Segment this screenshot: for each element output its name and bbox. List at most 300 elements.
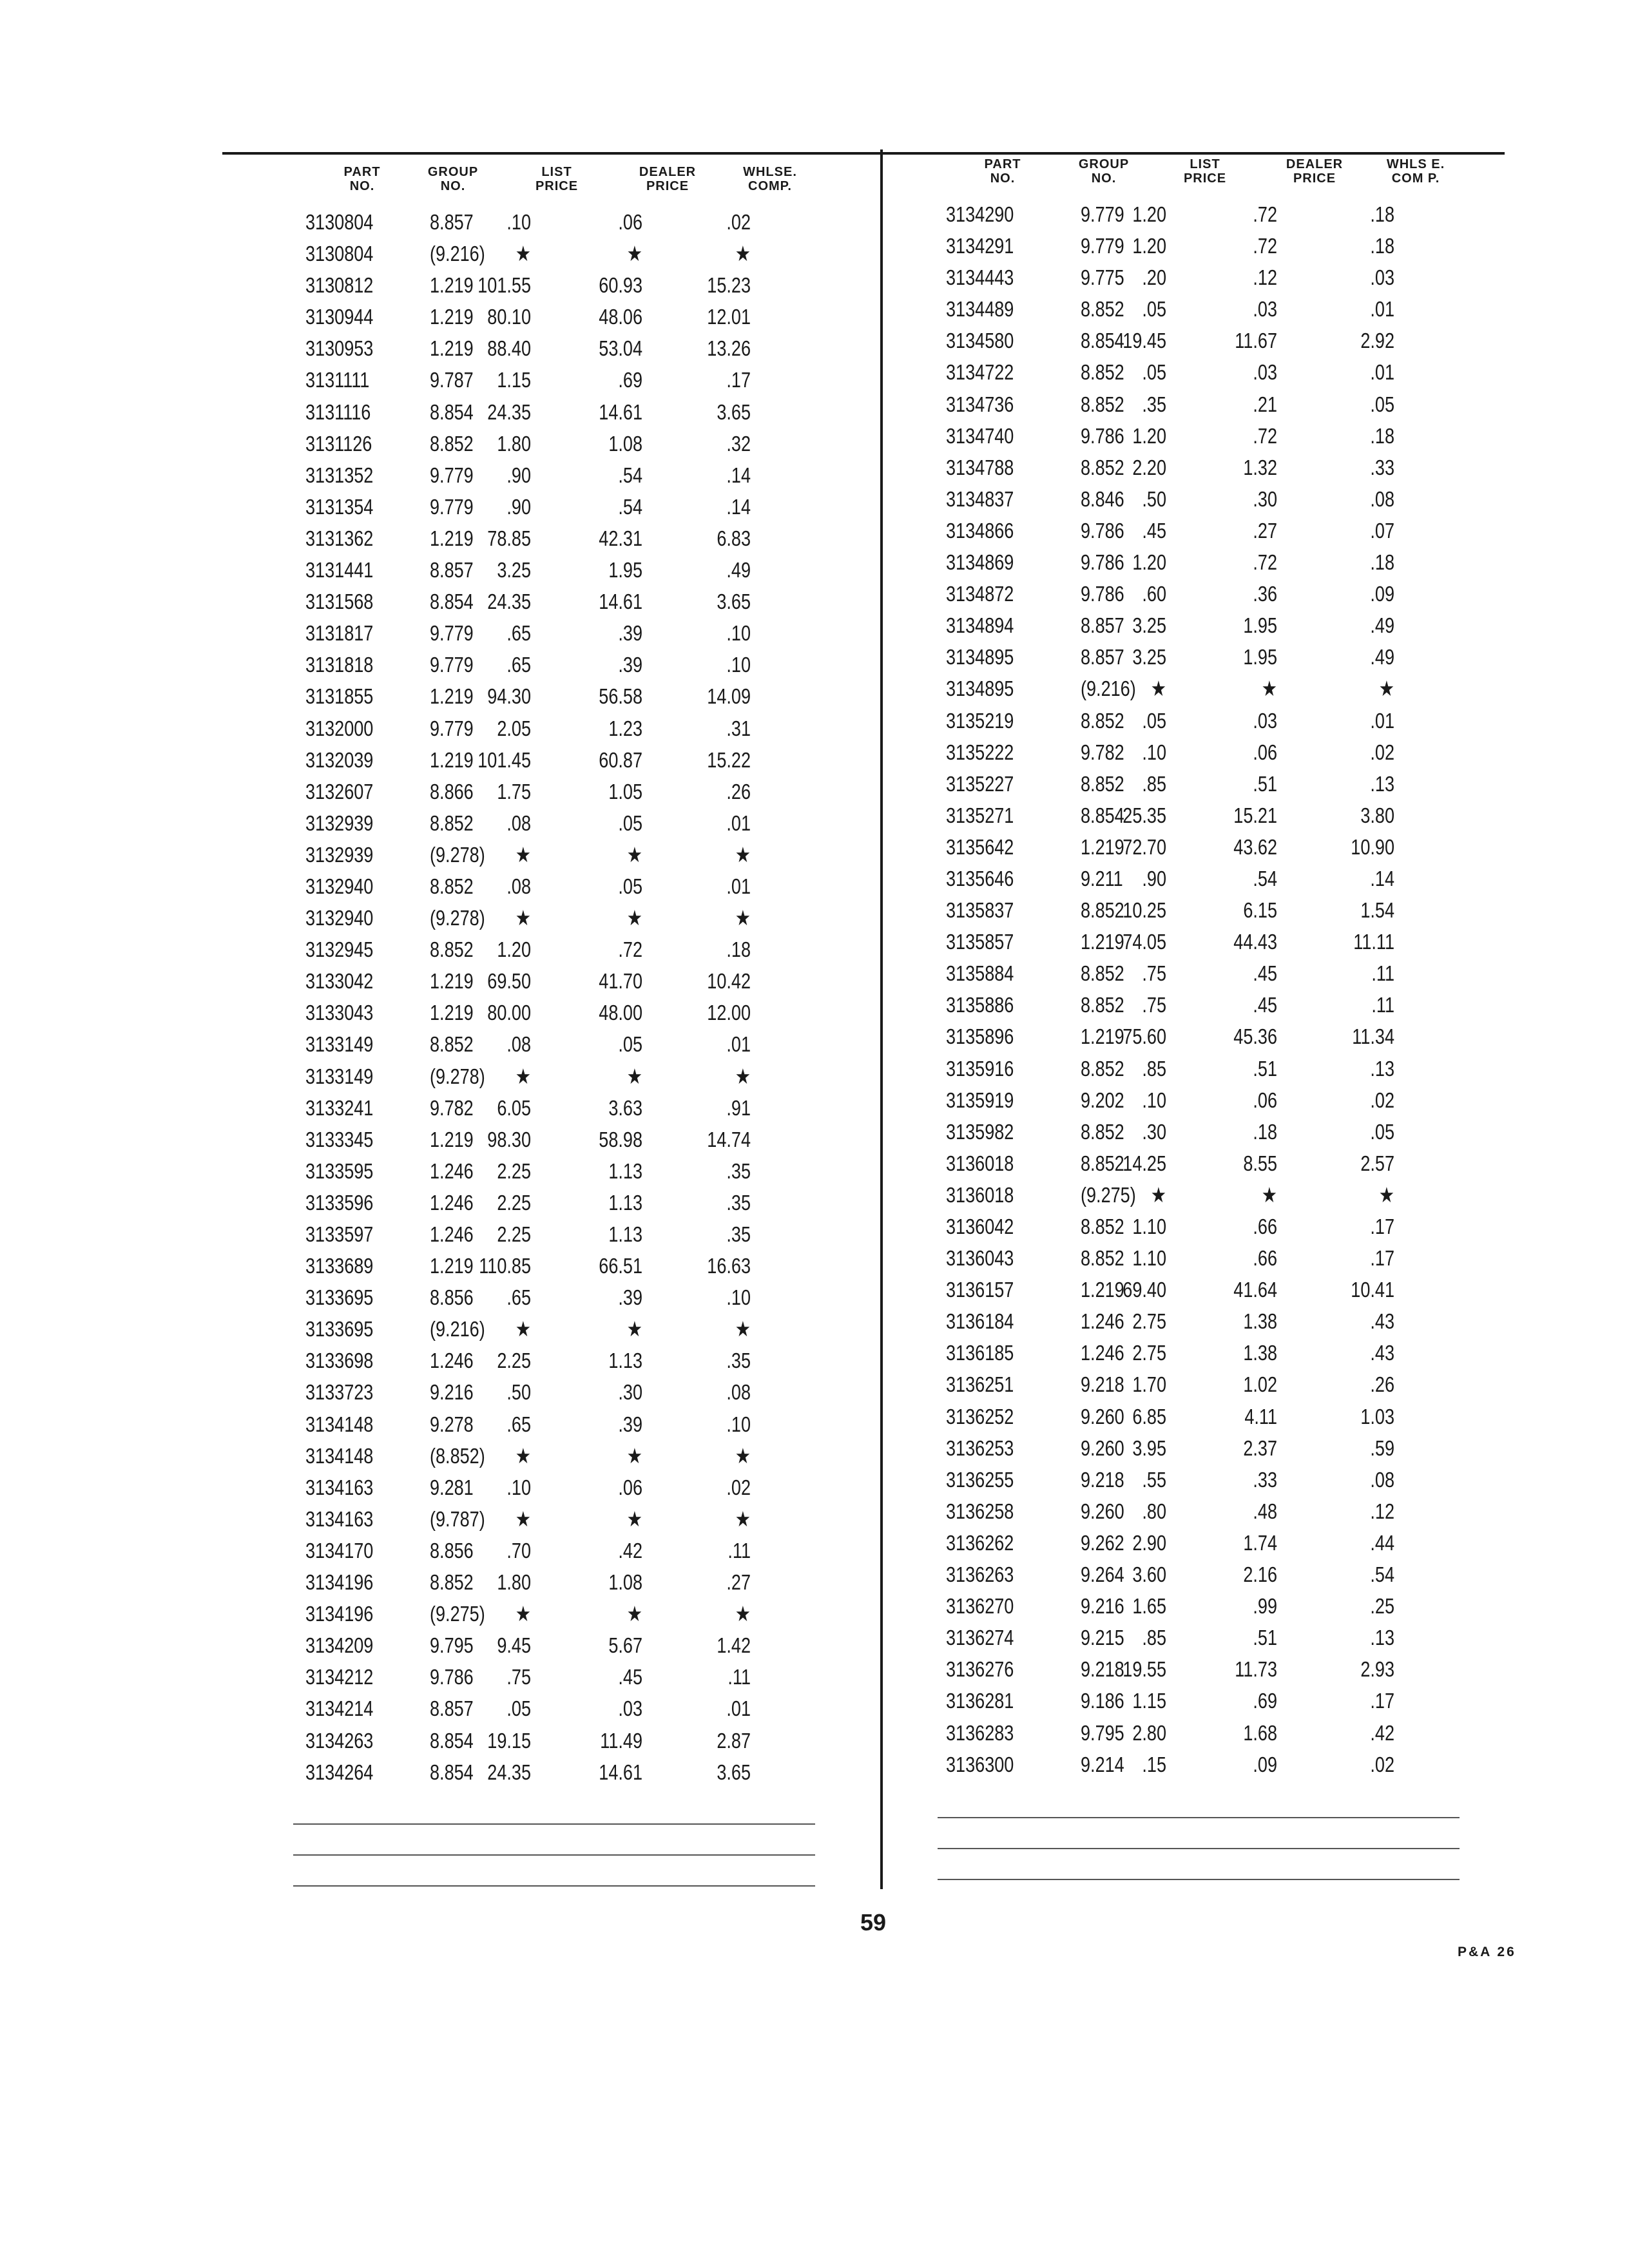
part-no: 3134148 bbox=[305, 1412, 374, 1436]
table-row bbox=[915, 641, 1495, 673]
dealer-price: 41.64 bbox=[1233, 1278, 1277, 1302]
header-whlse-comp: WHLS E. COM P. bbox=[1386, 157, 1445, 186]
whlse-comp: ★ bbox=[735, 842, 751, 867]
part-no: 3134869 bbox=[946, 550, 1014, 575]
whlse-comp: .01 bbox=[1370, 297, 1394, 322]
part-no: 3131817 bbox=[305, 621, 374, 646]
part-no: 3134722 bbox=[946, 360, 1014, 385]
right-rows bbox=[915, 198, 1495, 1780]
part-no: 3134263 bbox=[305, 1728, 374, 1753]
whlse-comp: ★ bbox=[735, 906, 751, 930]
whlse-comp: .17 bbox=[1370, 1689, 1394, 1713]
dealer-price: .03 bbox=[618, 1696, 642, 1721]
part-no: 3136281 bbox=[946, 1689, 1014, 1713]
table-row bbox=[271, 396, 851, 428]
group-no: 8.852 bbox=[1081, 1246, 1124, 1271]
part-no: 3134212 bbox=[305, 1665, 374, 1689]
list-price: .85 bbox=[1142, 1056, 1166, 1081]
footer-code: P&A 26 bbox=[1458, 1945, 1516, 1959]
group-no: 8.852 bbox=[430, 874, 474, 898]
whlse-comp: .35 bbox=[726, 1158, 751, 1183]
list-price: 3.25 bbox=[497, 558, 531, 582]
table-row bbox=[271, 1092, 851, 1124]
list-price: .10 bbox=[506, 210, 531, 234]
part-no: 3130812 bbox=[305, 273, 374, 298]
list-price: 2.25 bbox=[497, 1158, 531, 1183]
whlse-comp: .10 bbox=[726, 621, 751, 646]
group-no: (9.787) bbox=[430, 1506, 485, 1531]
list-price: 2.90 bbox=[1132, 1530, 1166, 1555]
list-price: 2.05 bbox=[497, 716, 531, 740]
whlse-comp: .17 bbox=[1370, 1215, 1394, 1238]
right-header-row bbox=[915, 155, 1495, 200]
whlse-comp: 3.65 bbox=[717, 590, 751, 614]
list-price: 94.30 bbox=[487, 684, 531, 709]
whlse-comp: ★ bbox=[735, 1602, 751, 1626]
table-row bbox=[915, 768, 1495, 800]
list-price: .50 bbox=[506, 1380, 531, 1405]
page-number: 59 bbox=[860, 1909, 887, 1936]
whlse-comp: .08 bbox=[726, 1380, 751, 1405]
table-row bbox=[915, 894, 1495, 926]
group-no: 9.262 bbox=[1081, 1530, 1124, 1555]
part-no: 3134740 bbox=[946, 423, 1014, 448]
dealer-price: 6.15 bbox=[1243, 898, 1277, 923]
whlse-comp: .54 bbox=[1370, 1562, 1394, 1587]
group-no: 8.854 bbox=[1081, 329, 1124, 353]
part-no: 3133149 bbox=[305, 1064, 374, 1088]
whlse-comp: 10.90 bbox=[1351, 834, 1394, 859]
dealer-price: .54 bbox=[618, 494, 642, 519]
blank-line bbox=[293, 1823, 815, 1825]
table-row bbox=[271, 744, 851, 776]
whlse-comp: 2.87 bbox=[717, 1728, 751, 1753]
whlse-comp: .13 bbox=[1370, 771, 1394, 796]
part-no: 3136300 bbox=[946, 1752, 1014, 1776]
table-row bbox=[271, 1661, 851, 1693]
group-no: 9.786 bbox=[1081, 518, 1124, 543]
table-row bbox=[915, 1179, 1495, 1211]
part-no: 3133698 bbox=[305, 1349, 374, 1373]
table-row bbox=[915, 831, 1495, 863]
group-no: 8.856 bbox=[430, 1285, 474, 1310]
part-no: 3136184 bbox=[946, 1309, 1014, 1334]
group-no: 8.852 bbox=[1081, 961, 1124, 986]
whlse-comp: .44 bbox=[1370, 1530, 1394, 1555]
table-row bbox=[271, 1218, 851, 1250]
part-no: 3136018 bbox=[946, 1151, 1014, 1175]
whlse-comp: 15.23 bbox=[707, 273, 751, 298]
table-row bbox=[271, 459, 851, 491]
group-no: 9.782 bbox=[430, 1095, 474, 1120]
part-no: 3132945 bbox=[305, 937, 374, 962]
table-row bbox=[915, 483, 1495, 515]
list-price: 98.30 bbox=[487, 1127, 531, 1151]
group-no: (9.216) bbox=[430, 1317, 485, 1341]
table-row bbox=[915, 1242, 1495, 1274]
group-no: 9.786 bbox=[1081, 582, 1124, 606]
part-no: 3134214 bbox=[305, 1696, 374, 1721]
dealer-price: .05 bbox=[618, 1032, 642, 1057]
group-no: 8.866 bbox=[430, 779, 474, 803]
part-no: 3131111 bbox=[305, 368, 370, 392]
table-row bbox=[915, 262, 1495, 293]
whlse-comp: .42 bbox=[1370, 1720, 1394, 1745]
dealer-price: .06 bbox=[1253, 1088, 1277, 1112]
group-no: 9.260 bbox=[1081, 1499, 1124, 1523]
header-part-no: PART NO. bbox=[343, 165, 381, 193]
list-price: 1.80 bbox=[497, 1570, 531, 1595]
list-price: 3.25 bbox=[1132, 645, 1166, 669]
dealer-price: .45 bbox=[1253, 961, 1277, 986]
dealer-price: 1.02 bbox=[1243, 1372, 1277, 1397]
list-price: 75.60 bbox=[1123, 1024, 1166, 1049]
blank-line bbox=[293, 1885, 815, 1887]
dealer-price: .51 bbox=[1253, 1626, 1277, 1650]
dealer-price: 1.23 bbox=[608, 716, 642, 740]
list-price: 9.45 bbox=[497, 1633, 531, 1658]
part-no: 3135271 bbox=[946, 803, 1014, 827]
list-price: ★ bbox=[515, 906, 531, 930]
part-no: 3134837 bbox=[946, 486, 1014, 511]
part-no: 3134788 bbox=[946, 455, 1014, 479]
table-row bbox=[915, 420, 1495, 452]
part-no: 3131116 bbox=[305, 399, 371, 424]
list-price: 1.20 bbox=[497, 937, 531, 962]
header-group-no: GROUP NO. bbox=[427, 165, 479, 193]
table-row bbox=[271, 332, 851, 364]
table-row bbox=[271, 1472, 851, 1503]
list-price: 19.15 bbox=[487, 1728, 531, 1753]
whlse-comp: .02 bbox=[1370, 1088, 1394, 1112]
part-no: 3136270 bbox=[946, 1594, 1014, 1619]
dealer-price: .30 bbox=[618, 1380, 642, 1405]
group-no: 9.202 bbox=[1081, 1088, 1124, 1112]
list-price: 24.35 bbox=[487, 399, 531, 424]
whlse-comp: 10.42 bbox=[707, 969, 751, 994]
list-price: 2.25 bbox=[497, 1190, 531, 1215]
part-no: 3132000 bbox=[305, 716, 374, 740]
group-no: 8.852 bbox=[1081, 898, 1124, 923]
group-no: (9.278) bbox=[430, 906, 485, 930]
table-row bbox=[271, 1503, 851, 1535]
whlse-comp: .10 bbox=[726, 1412, 751, 1436]
group-no: 9.214 bbox=[1081, 1752, 1124, 1776]
group-no: 1.219 bbox=[1081, 930, 1124, 954]
dealer-price: .66 bbox=[1253, 1246, 1277, 1271]
dealer-price: .06 bbox=[618, 1475, 642, 1499]
whlse-comp: .35 bbox=[726, 1190, 751, 1215]
whlse-comp: .49 bbox=[1370, 613, 1394, 638]
part-no: 3136043 bbox=[946, 1246, 1014, 1271]
dealer-price: .69 bbox=[1253, 1689, 1277, 1713]
table-row bbox=[271, 1693, 851, 1724]
table-row bbox=[271, 428, 851, 459]
group-no: 9.211 bbox=[1081, 866, 1123, 890]
group-no: 9.775 bbox=[1081, 265, 1124, 290]
whlse-comp: ★ bbox=[735, 1064, 751, 1088]
dealer-price: .09 bbox=[1253, 1752, 1277, 1776]
list-price: ★ bbox=[1150, 1182, 1166, 1207]
list-price: 10.25 bbox=[1123, 898, 1166, 923]
part-no: 3132607 bbox=[305, 779, 374, 803]
group-no: 9.779 bbox=[1081, 202, 1124, 226]
group-no: 9.786 bbox=[430, 1665, 474, 1689]
list-price: 1.15 bbox=[497, 368, 531, 392]
list-price: .65 bbox=[506, 653, 531, 677]
group-no: 1.219 bbox=[1081, 1024, 1124, 1049]
group-no: 8.854 bbox=[430, 590, 474, 614]
part-no: 3134580 bbox=[946, 329, 1014, 353]
group-no: 1.246 bbox=[1081, 1309, 1124, 1334]
part-no: 3133042 bbox=[305, 969, 374, 994]
list-price: .65 bbox=[506, 621, 531, 646]
list-price: 1.80 bbox=[497, 431, 531, 456]
table-row bbox=[915, 610, 1495, 641]
part-no: 3130804 bbox=[305, 242, 374, 266]
header-part-no: PART NO. bbox=[984, 157, 1021, 186]
dealer-price: ★ bbox=[626, 1506, 642, 1531]
dealer-price: 48.00 bbox=[599, 1001, 642, 1025]
group-no: 8.852 bbox=[1081, 360, 1124, 385]
whlse-comp: .05 bbox=[1370, 392, 1394, 416]
dealer-price: 1.13 bbox=[608, 1190, 642, 1215]
dealer-price: .54 bbox=[618, 463, 642, 487]
whlse-comp: ★ bbox=[735, 242, 751, 266]
table-row bbox=[915, 1211, 1495, 1242]
table-row bbox=[271, 1725, 851, 1756]
dealer-price: .06 bbox=[1253, 740, 1277, 764]
dealer-price: 4.11 bbox=[1244, 1404, 1277, 1428]
dealer-price: 45.36 bbox=[1233, 1024, 1277, 1049]
part-no: 3134489 bbox=[946, 297, 1014, 322]
dealer-price: .69 bbox=[618, 368, 642, 392]
list-price: 1.15 bbox=[1132, 1689, 1166, 1713]
dealer-price: 15.21 bbox=[1233, 803, 1277, 827]
part-no: 3136018 bbox=[946, 1182, 1014, 1207]
part-no: 3135227 bbox=[946, 771, 1014, 796]
header-list-price: LIST PRICE bbox=[1183, 157, 1227, 186]
whlse-comp: 2.92 bbox=[1360, 329, 1394, 353]
dealer-price: .72 bbox=[1253, 234, 1277, 258]
part-no: 3133723 bbox=[305, 1380, 374, 1405]
whlse-comp: 6.83 bbox=[717, 526, 751, 550]
dealer-price: 1.74 bbox=[1243, 1530, 1277, 1555]
list-price: 1.70 bbox=[1132, 1372, 1166, 1397]
dealer-price: ★ bbox=[626, 242, 642, 266]
group-no: 1.219 bbox=[430, 1001, 474, 1025]
group-no: 1.219 bbox=[430, 305, 474, 329]
list-price: ★ bbox=[515, 242, 531, 266]
part-no: 3135857 bbox=[946, 930, 1014, 954]
dealer-price: ★ bbox=[1261, 1182, 1277, 1207]
part-no: 3135919 bbox=[946, 1088, 1014, 1112]
table-row bbox=[271, 554, 851, 586]
part-no: 3131362 bbox=[305, 526, 374, 550]
part-no: 3136253 bbox=[946, 1436, 1014, 1460]
dealer-price: .66 bbox=[1253, 1215, 1277, 1238]
list-price: 1.75 bbox=[497, 779, 531, 803]
header-group-no: GROUP NO. bbox=[1078, 157, 1130, 186]
list-price: 88.40 bbox=[487, 336, 531, 361]
whlse-comp: 14.09 bbox=[707, 684, 751, 709]
list-price: 72.70 bbox=[1123, 834, 1166, 859]
list-price: ★ bbox=[515, 1443, 531, 1468]
dealer-price: 2.37 bbox=[1243, 1436, 1277, 1460]
dealer-price: 14.61 bbox=[599, 399, 642, 424]
part-no: 3131855 bbox=[305, 684, 374, 709]
whlse-comp: 16.63 bbox=[707, 1254, 751, 1278]
list-price: .65 bbox=[506, 1412, 531, 1436]
dealer-price: .05 bbox=[618, 811, 642, 835]
list-price: 1.10 bbox=[1132, 1215, 1166, 1238]
dealer-price: .39 bbox=[618, 1285, 642, 1310]
group-no: 9.260 bbox=[1081, 1436, 1124, 1460]
whlse-comp: 3.80 bbox=[1360, 803, 1394, 827]
list-price: .35 bbox=[1142, 392, 1166, 416]
list-price: .75 bbox=[1142, 961, 1166, 986]
table-row bbox=[271, 364, 851, 396]
list-price: .90 bbox=[506, 463, 531, 487]
table-row bbox=[915, 863, 1495, 894]
list-price: 78.85 bbox=[487, 526, 531, 550]
whlse-comp: .01 bbox=[726, 811, 751, 835]
whlse-comp: .43 bbox=[1370, 1341, 1394, 1365]
group-no: 9.779 bbox=[430, 653, 474, 677]
whlse-comp: ★ bbox=[735, 1443, 751, 1468]
dealer-price: 48.06 bbox=[599, 305, 642, 329]
whlse-comp: 15.22 bbox=[707, 747, 751, 772]
table-row bbox=[915, 452, 1495, 483]
blank-line bbox=[938, 1879, 1460, 1880]
blank-line bbox=[293, 1854, 815, 1856]
whlse-comp: .02 bbox=[726, 1475, 751, 1499]
header-dealer-price: DEALER PRICE bbox=[1286, 157, 1344, 186]
group-no: 9.216 bbox=[430, 1380, 474, 1405]
dealer-price: .72 bbox=[1253, 202, 1277, 226]
group-no: 1.219 bbox=[430, 684, 474, 709]
group-no: 9.218 bbox=[1081, 1467, 1124, 1492]
list-price: 80.00 bbox=[487, 1001, 531, 1025]
table-row bbox=[271, 649, 851, 680]
whlse-comp: .14 bbox=[1370, 866, 1394, 890]
table-row bbox=[271, 807, 851, 839]
group-no: 1.219 bbox=[430, 1127, 474, 1151]
table-row bbox=[271, 301, 851, 332]
part-no: 3134866 bbox=[946, 518, 1014, 543]
whlse-comp: .59 bbox=[1370, 1436, 1394, 1460]
group-no: 1.219 bbox=[430, 336, 474, 361]
part-no: 3133597 bbox=[305, 1222, 374, 1246]
part-no: 3135222 bbox=[946, 740, 1014, 764]
group-no: 8.852 bbox=[430, 811, 474, 835]
part-no: 3134895 bbox=[946, 677, 1014, 701]
table-row bbox=[271, 586, 851, 617]
dealer-price: .51 bbox=[1253, 771, 1277, 796]
list-price: 3.60 bbox=[1132, 1562, 1166, 1587]
whlse-comp: .14 bbox=[726, 463, 751, 487]
dealer-price: .39 bbox=[618, 621, 642, 646]
table-row bbox=[915, 1337, 1495, 1369]
table-row bbox=[271, 1629, 851, 1661]
group-no: (9.278) bbox=[430, 842, 485, 867]
whlse-comp: .49 bbox=[1370, 645, 1394, 669]
table-row bbox=[271, 934, 851, 965]
part-no: 3132939 bbox=[305, 842, 374, 867]
dealer-price: 1.32 bbox=[1243, 455, 1277, 479]
list-price: .30 bbox=[1142, 1119, 1166, 1144]
group-no: 1.219 bbox=[1081, 834, 1124, 859]
dealer-price: .21 bbox=[1253, 392, 1277, 416]
table-row bbox=[915, 1622, 1495, 1653]
whlse-comp: 2.93 bbox=[1360, 1657, 1394, 1682]
part-no: 3134872 bbox=[946, 582, 1014, 606]
whlse-comp: .18 bbox=[726, 937, 751, 962]
dealer-price: .30 bbox=[1253, 486, 1277, 511]
list-price: 101.45 bbox=[477, 747, 531, 772]
group-no: 8.852 bbox=[1081, 297, 1124, 322]
dealer-price: 1.38 bbox=[1243, 1309, 1277, 1334]
dealer-price: .03 bbox=[1253, 360, 1277, 385]
table-row bbox=[915, 1717, 1495, 1749]
table-row bbox=[271, 997, 851, 1028]
whlse-comp: 11.34 bbox=[1352, 1024, 1394, 1049]
group-no: 8.852 bbox=[1081, 993, 1124, 1017]
part-no: 3135837 bbox=[946, 898, 1014, 923]
table-row bbox=[271, 870, 851, 902]
part-no: 3134264 bbox=[305, 1760, 374, 1784]
part-no: 3134894 bbox=[946, 613, 1014, 638]
dealer-price: ★ bbox=[1261, 677, 1277, 701]
whlse-comp: .18 bbox=[1370, 234, 1394, 258]
part-no: 3131126 bbox=[305, 431, 372, 456]
left-rows bbox=[271, 206, 851, 1788]
group-no: 1.246 bbox=[1081, 1341, 1124, 1365]
list-price: ★ bbox=[1150, 677, 1166, 701]
table-row bbox=[271, 1124, 851, 1155]
whlse-comp: .07 bbox=[1370, 518, 1394, 543]
dealer-price: 8.55 bbox=[1243, 1151, 1277, 1175]
column-divider bbox=[880, 149, 883, 1889]
whlse-comp: ★ bbox=[1378, 677, 1394, 701]
list-price: ★ bbox=[515, 1064, 531, 1088]
whlse-comp: .10 bbox=[726, 1285, 751, 1310]
table-row bbox=[271, 1440, 851, 1472]
group-no: 8.852 bbox=[430, 937, 474, 962]
dealer-price: 14.61 bbox=[599, 1760, 642, 1784]
dealer-price: 1.08 bbox=[608, 431, 642, 456]
whlse-comp: .12 bbox=[1370, 1499, 1394, 1523]
list-price: ★ bbox=[515, 1317, 531, 1341]
whlse-comp: ★ bbox=[735, 1317, 751, 1341]
table-row bbox=[271, 1061, 851, 1092]
table-row bbox=[915, 1274, 1495, 1305]
table-row bbox=[271, 1155, 851, 1187]
part-no: 3134291 bbox=[946, 234, 1014, 258]
dealer-price: .03 bbox=[1253, 297, 1277, 322]
dealer-price: 43.62 bbox=[1233, 834, 1277, 859]
dealer-price: 1.38 bbox=[1243, 1341, 1277, 1365]
part-no: 3134163 bbox=[305, 1506, 374, 1531]
part-no: 3133149 bbox=[305, 1032, 374, 1057]
list-price: 74.05 bbox=[1123, 930, 1166, 954]
whlse-comp: .01 bbox=[1370, 360, 1394, 385]
table-row bbox=[915, 1148, 1495, 1179]
part-no: 3130953 bbox=[305, 336, 374, 361]
table-row bbox=[915, 1685, 1495, 1716]
part-no: 3135646 bbox=[946, 866, 1014, 890]
dealer-price: .03 bbox=[1253, 708, 1277, 733]
